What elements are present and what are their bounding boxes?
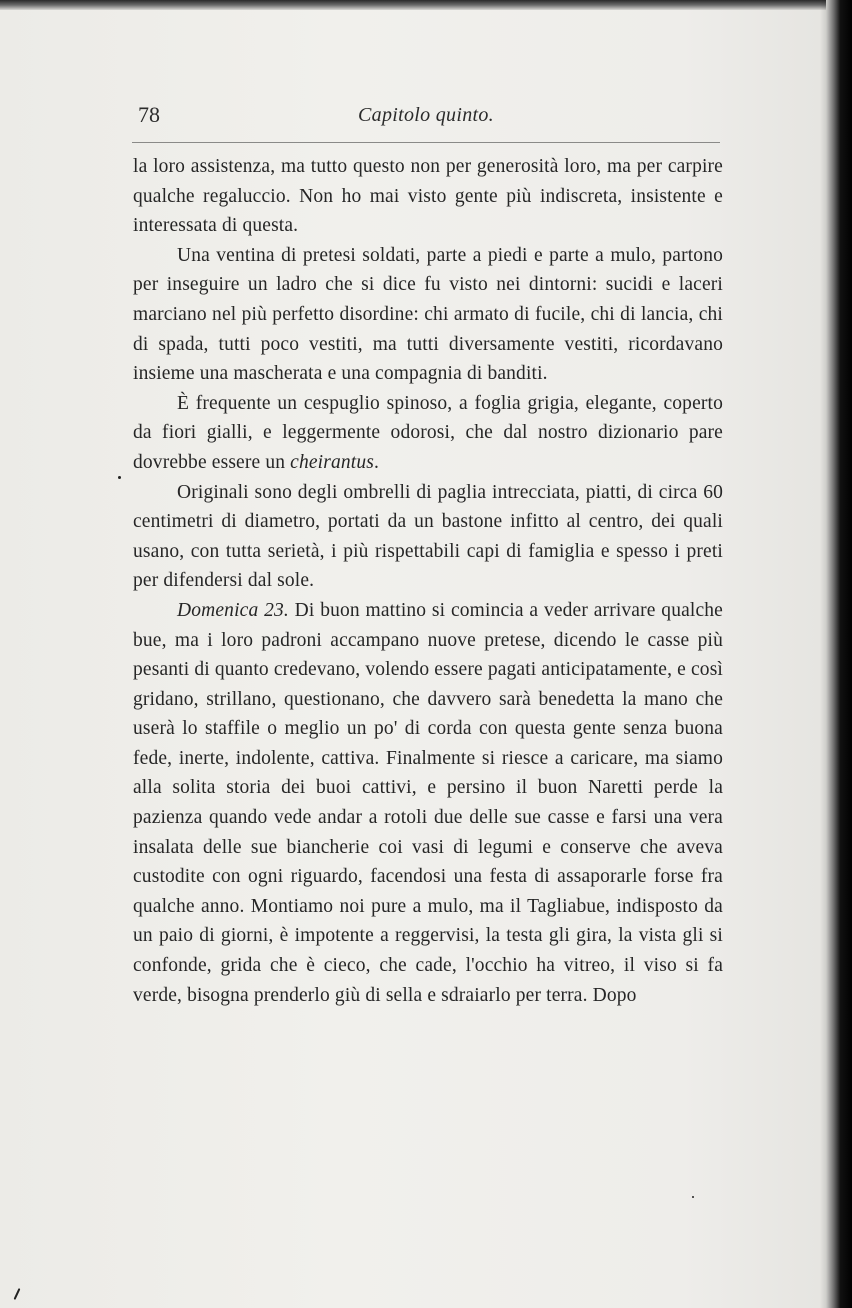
paragraph-text: la loro assistenza, ma tutto questo non per generosità loro, ma per carpire qualche regaluccio. Non ho mai visto gente più indiscreta, insistente e interessata di questa. (133, 156, 723, 237)
paragraph-text: È frequente un cespuglio spinoso, a foglia grigia, elegante, coperto da fiori gialli, e leggermente odorosi, che dal nostro dizionario pare dovrebbe essere un (133, 392, 723, 473)
paragraph-4 (133, 478, 723, 596)
paragraph-text: Una ventina di pretesi soldati, parte a piedi e parte a mulo, partono per inseguire un ladro che si dice fu visto nei dintorni: sucidi e laceri marciano nel più perfetto disordine: chi armato di fucile, chi di lancia, chi di spada, tutti poco vestiti, ma tutti diversamente vestiti, ricordavano insieme una mascherata e una compagnia di banditi. (133, 244, 723, 385)
scan-top-edge (0, 0, 852, 10)
scan-speck (14, 1288, 21, 1300)
paragraph-5 (133, 596, 723, 1010)
running-title: Capitolo quinto. (358, 104, 494, 126)
scan-speck (692, 1196, 694, 1198)
paragraph-2 (133, 241, 723, 389)
paragraph-1 (133, 152, 723, 241)
paragraph-3 (133, 389, 723, 478)
body-text (133, 152, 723, 1010)
paragraph-text: Di buon mattino si comincia a veder arrivare qualche bue, ma i loro padroni accampano nuove pretese, dicendo le casse più pesanti di quanto credevano, volendo essere pagati anticipatamente, e così gridano, strillano, questionano, che davvero sarà benedetta la mano che userà lo staffile o meglio un po' di corda con questa gente senza buona fede, inerte, indolente, cattiva. Finalmente si riesce a caricare, ma siamo alla solita storia dei buoi cattivi, e persino il buon Naretti perde la pazienza quando vede andar a rotoli due delle sue casse e farsi una vera insalata delle sue biancherie coi vasi di legumi e conserve che aveva custodite con ogni riguardo, facendosi una festa di assaporarle forse fra qualche anno. Montiamo noi pure a mulo, ma il Tagliabue, indisposto da un paio di giorni, è impotente a reggervisi, la testa gli gira, la vista gli si confonde, grida che è cieco, che cade, l'occhio ha vitreo, il viso si fa verde, bisogna prenderlo giù di sella e sdraiarlo per terra. Dopo (133, 599, 723, 1006)
header-rule (132, 142, 720, 143)
scan-speck (118, 476, 121, 479)
paragraph-text-end: . (374, 451, 380, 473)
page-number: 78 (138, 102, 160, 127)
paragraph-text: Originali sono degli ombrelli di paglia intrecciata, piatti, di circa 60 centimetri di diametro, portati da un bastone infitto al centro, dei quali usano, con tutta serietà, i più rispettabili capi di famiglia e spesso i preti per difendersi dal sole. (133, 481, 723, 592)
running-header (132, 100, 720, 134)
scan-right-edge (826, 0, 852, 1308)
italic-term: cheirantus (290, 451, 374, 473)
diary-date: Domenica 23. (177, 599, 289, 621)
